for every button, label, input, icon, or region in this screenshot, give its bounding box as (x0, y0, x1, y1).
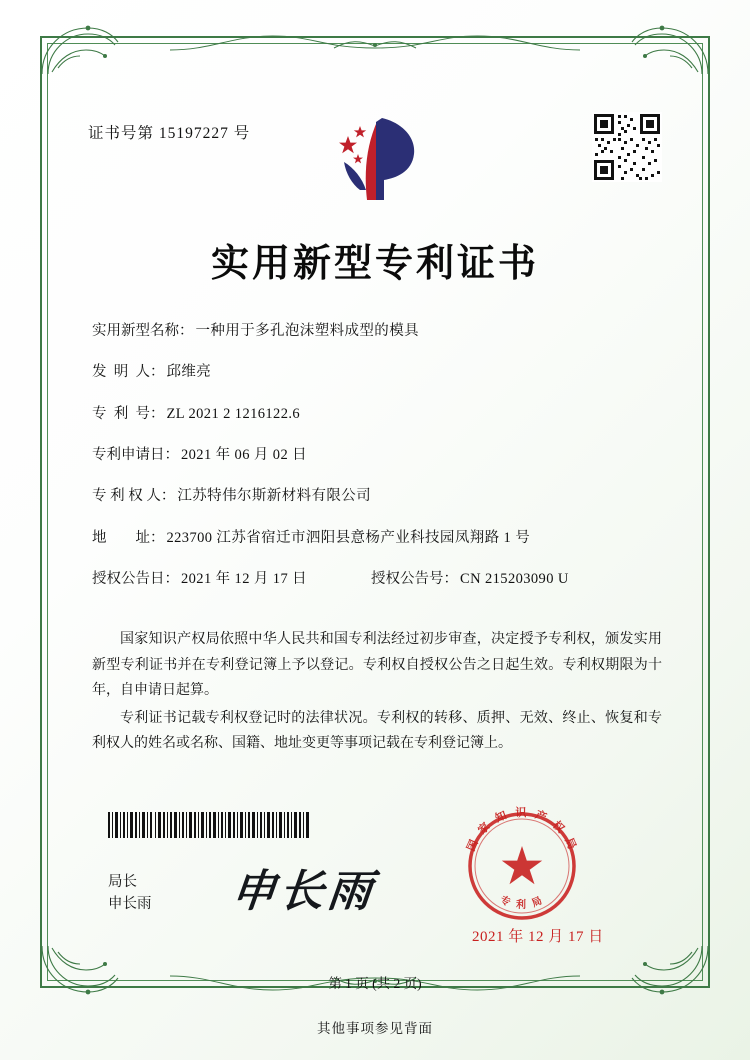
cnipa-logo-icon (330, 112, 426, 208)
legal-text (92, 627, 662, 759)
field-label: 专利申请日： (92, 447, 179, 464)
field-value-grant-date: 2021 年 12 月 17 日 (181, 571, 308, 588)
field-value-grant-number: CN 215203090 U (460, 571, 569, 588)
corner-ornament-icon (38, 22, 124, 78)
svg-text:专 利 局: 专 利 局 (498, 894, 546, 911)
director-signature: 申长雨 (228, 866, 379, 917)
page-number: 第 1 页 (共 2 页) (328, 976, 422, 991)
field-row-patentee (92, 487, 658, 506)
barcode (108, 812, 313, 838)
field-row-address (92, 529, 658, 548)
page-title: 实用新型专利证书 (210, 241, 539, 285)
field-value: ZL 2021 2 1216122.6 (166, 405, 301, 422)
paragraph-2: 专利证书记载专利权登记时的法律状况。专利权的转移、质押、无效、终止、恢复和专利权人的姓名或名称、国籍、地址变更等事项记载在专利登记簿上。 (92, 710, 662, 751)
field-label: 实用新型名称： (92, 323, 194, 339)
field-value: 邱维亮 (166, 364, 212, 381)
seal-date: 2021 年 12 月 17 日 (472, 929, 604, 945)
field-label: 发 明 人： (92, 364, 165, 381)
field-row-inventor (92, 363, 658, 382)
certificate-number: 证书号第 15197227 号 (88, 125, 251, 142)
field-list (92, 322, 658, 611)
field-label-grant-date: 授权公告日： (92, 571, 179, 588)
field-row-utility-model-name (92, 322, 658, 341)
field-value: 223700 江苏省宿迁市泗阳县意杨产业科技园凤翔路 1 号 (166, 529, 531, 546)
field-row-patent-number (92, 405, 658, 424)
official-seal (452, 796, 592, 936)
field-label: 专 利 号： (92, 405, 165, 422)
qr-code (592, 112, 662, 182)
paragraph-1: 国家知识产权局依照中华人民共和国专利法经过初步审查，决定授予专利权，颁发实用新型专利证书并在专利登记簿上予以登记。专利权自授权公告之日起生效。专利权期限为十年，自申请日起算。 (92, 632, 662, 698)
field-row-grant-announcement (92, 570, 658, 589)
director-title-line2: 申长雨 (108, 896, 152, 912)
field-value: 一种用于多孔泡沫塑料成型的模具 (195, 323, 419, 339)
director-title (108, 871, 152, 915)
corner-ornament-icon (626, 22, 712, 78)
footer-note: 其他事项参见背面 (317, 1021, 433, 1036)
field-value: 2021 年 06 月 02 日 (181, 447, 308, 464)
field-label: 专 利 权 人： (92, 488, 176, 505)
director-title-line1: 局长 (108, 874, 137, 890)
top-edge-ornament-icon (170, 28, 580, 54)
svg-text:国 家 知 识 产 权 局: 国 家 知 识 产 权 局 (464, 806, 580, 854)
field-value: 江苏特伟尔斯新材料有限公司 (177, 488, 372, 505)
field-label: 地 址： (92, 529, 165, 546)
field-row-application-date (92, 446, 658, 465)
field-label-grant-number: 授权公告号： (371, 571, 459, 588)
